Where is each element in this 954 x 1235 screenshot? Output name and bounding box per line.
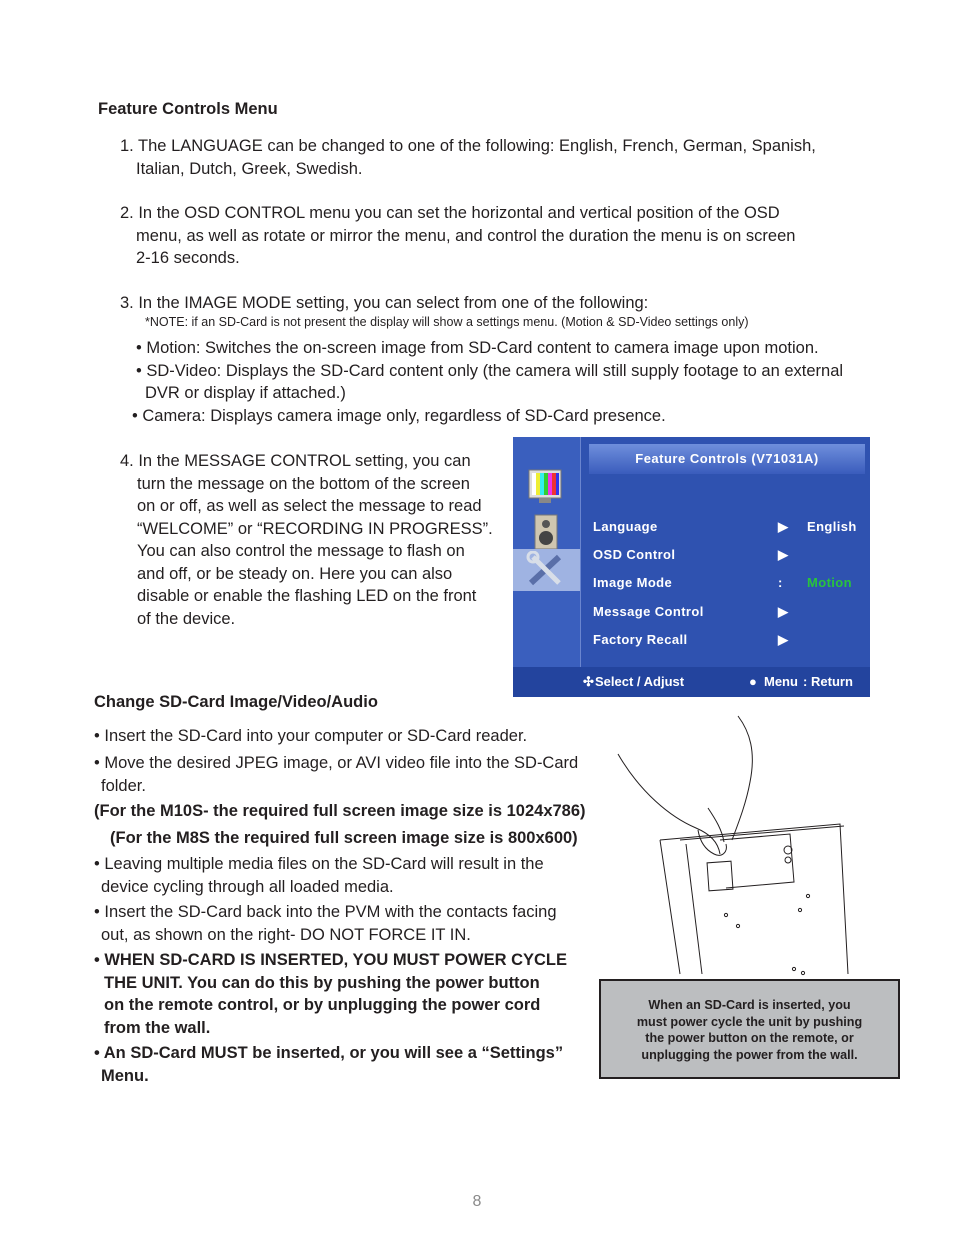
section-heading-feature-controls: Feature Controls Menu [98,100,278,118]
osd-row-image-mode [593,572,863,594]
item-line: “WELCOME” or “RECORDING IN PROGRESS”. [137,519,493,538]
osd-row-arrow: ▶ [778,632,789,647]
sd-warning-must-insert: • An SD-Card MUST be inserted, or you will see a “Settings” Menu. [94,1044,564,1085]
osd-row-label: Message Control [593,604,704,619]
note-sd-card: *NOTE: if an SD-Card is not present the display will show a settings menu. (Motion & SD-Video settings only) [145,315,749,329]
osd-row-value-highlight: Motion [807,575,852,590]
bullet-sd-video: • SD-Video: Displays the SD-Card content only (the camera will still supply footage to an external [136,361,844,380]
osd-row-label: Factory Recall [593,632,688,647]
tools-icon [525,551,569,591]
sd-bullet-insert-back: • Insert the SD-Card back into the PVM with the contacts facing out, as shown on the right- DO NOT FORCE IT IN. [94,903,557,944]
item-line: turn the message on the bottom of the screen [137,474,470,493]
osd-row-language [593,516,863,538]
speaker-icon [525,513,569,553]
list-item-osd-control [120,202,795,270]
osd-title-bar: Feature Controls (V71031A) [589,444,865,474]
bullet-camera: • Camera: Displays camera image only, regardless of SD-Card presence. [132,406,666,425]
section-heading-sd-card: Change SD-Card Image/Video/Audio [94,693,378,711]
sd-bullet-multiple: • Leaving multiple media files on the SD-Card will result in the device cycling through all loaded media. [94,855,544,896]
osd-footer-select: Select / Adjust [595,674,685,689]
sd-requirement-m10s: (For the M10S- the required full screen image size is 1024x786) [94,802,586,820]
osd-row-value: English [807,519,857,534]
item-line: and off, or be steady on. Here you can also [137,564,453,583]
image-mode-bullets [132,337,844,427]
item-line: on or off, as well as select the message to read [137,497,482,515]
item-line: 4. In the MESSAGE CONTROL setting, you can [120,452,471,470]
sd-card-insertion-illustration [600,712,900,980]
list-item-message-control [120,450,493,630]
bullet-sd-video-cont: DVR or display if attached.) [145,384,346,402]
sd-warning-power-cycle: • WHEN SD-CARD IS INSERTED, YOU MUST POWER CYCLE THE UNIT. You can do this by pushing the power button on the remote control, or by unplugging the power cord from the wall. [94,951,567,1037]
item-line: Italian, Dutch, Greek, Swedish. [136,159,363,178]
sd-requirement-m8s: (For the M8S the required full screen image size is 800x600) [110,829,578,847]
osd-row-label: OSD Control [593,547,676,562]
osd-row-osd-control [593,544,863,566]
list-item-image-mode: 3. In the IMAGE MODE setting, you can select from one of the following: [120,294,649,312]
osd-row-arrow: ▶ [778,604,789,619]
osd-footer-menu: Menu [764,674,798,689]
sd-card-caption-box: When an SD-Card is inserted, you must power cycle the unit by pushing the power button on the remote, or unplugging the power from the wall. [599,979,900,1079]
tv-color-bars-icon [525,467,569,507]
osd-row-message-control [593,601,863,623]
item-line: 2. In the OSD CONTROL menu you can set the horizontal and vertical position of the OSD [120,204,780,222]
osd-row-colon: : [778,575,783,590]
page-number: 8 [472,1193,482,1210]
sd-bullet-move: • Move the desired JPEG image, or AVI video file into the SD-Card folder. [94,754,579,795]
osd-row-arrow: ▶ [778,547,789,562]
item-line: 2-16 seconds. [136,249,240,267]
item-line: 1. The LANGUAGE can be changed to one of the following: English, French, German, Spanish, [120,137,816,155]
dot-icon: ● [749,674,757,689]
osd-row-factory-recall [593,629,863,651]
item-line: of the device. [137,609,236,628]
osd-row-arrow: ▶ [778,519,789,534]
item-line: You can also control the message to flash on [137,542,465,560]
osd-row-label: Image Mode [593,575,673,590]
sd-bullet-insert: • Insert the SD-Card into your computer or SD-Card reader. [94,727,528,745]
osd-menu-screenshot [513,437,870,697]
list-item-language [120,135,816,180]
osd-row-label: Language [593,519,658,534]
item-line: disable or enable the flashing LED on the front [137,587,477,605]
item-line: menu, as well as rotate or mirror the menu, and control the duration the menu is on screen [136,226,796,245]
bullet-motion: • Motion: Switches the on-screen image from SD-Card content to camera image upon motion. [136,339,819,357]
dpad-icon: ✣ [583,674,594,689]
osd-footer-return: Return [811,674,853,689]
osd-footer: ✣ Select / Adjust ● Menu : Return [513,667,870,697]
